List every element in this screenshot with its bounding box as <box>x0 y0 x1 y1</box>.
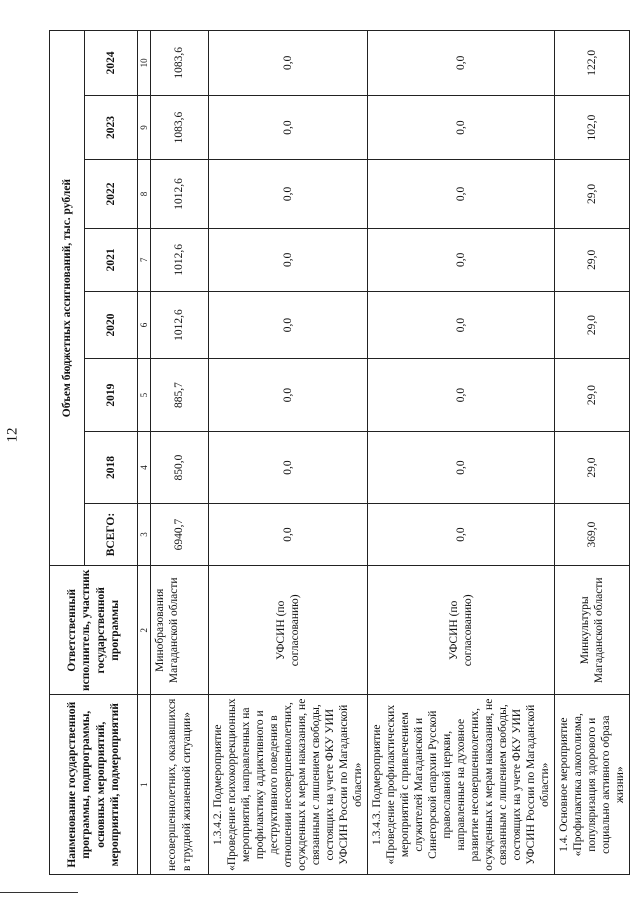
budget-table-wrapper <box>49 30 627 875</box>
header-year-2020: 2020 <box>85 292 138 359</box>
row-value-2024: 122,0 <box>555 31 630 96</box>
row-value-2022: 1012,6 <box>151 160 209 228</box>
column-number: 9 <box>138 95 151 160</box>
row-name: 1.4. Основное мероприятие «Профилактика алкоголизма, популяризация здорового и социально активного образа жизни» <box>555 695 630 875</box>
row-value-2019: 0,0 <box>368 359 555 432</box>
row-value-2018: 29,0 <box>555 432 630 504</box>
row-value-2020: 1012,6 <box>151 292 209 359</box>
row-total: 0,0 <box>368 503 555 565</box>
column-number: 6 <box>138 292 151 359</box>
row-value-2020: 29,0 <box>555 292 630 359</box>
header-year-2019: 2019 <box>85 359 138 432</box>
column-number: 1 <box>138 695 151 875</box>
row-name: несовершеннолетних, оказавшихся в трудной жизненной ситуации» <box>151 695 209 875</box>
row-responsible: УФСИН (по согласованию) <box>209 566 368 695</box>
row-value-2022: 0,0 <box>368 160 555 228</box>
row-name: 1.3.4.2. Подмероприятие «Проведение психокоррекционных мероприятий, направленных на профилактику аддиктивного и деструктивного поведения в отношении несовершеннолетних, осужденных к мерам наказания, не связанным с лишением свободы, состоящих на учете ФКУ УИИ УФСИН России по Магаданской области» <box>209 695 368 875</box>
row-value-2019: 885,7 <box>151 359 209 432</box>
header-year-2022: 2022 <box>85 160 138 228</box>
row-value-2021: 1012,6 <box>151 228 209 291</box>
row-value-2024: 1083,6 <box>151 31 209 96</box>
header-year-2024: 2024 <box>85 31 138 96</box>
footer-rule <box>0 892 78 893</box>
column-number: 4 <box>138 432 151 504</box>
row-value-2019: 29,0 <box>555 359 630 432</box>
page-number-text: 12 <box>4 427 21 443</box>
header-year-2021: 2021 <box>85 228 138 291</box>
row-value-2023: 102,0 <box>555 95 630 160</box>
column-number: 5 <box>138 359 151 432</box>
column-number-row <box>138 31 151 875</box>
column-number: 2 <box>138 566 151 695</box>
column-number: 7 <box>138 228 151 291</box>
header-year-2023: 2023 <box>85 95 138 160</box>
table-row <box>151 31 209 875</box>
table-row <box>209 31 368 875</box>
budget-table <box>49 30 630 875</box>
header-responsible: Ответственный исполнитель, участник государственной программы <box>50 566 138 695</box>
row-value-2024: 0,0 <box>209 31 368 96</box>
row-value-2020: 0,0 <box>209 292 368 359</box>
header-budget-group: Объем бюджетных ассигнований, тыс. рублей <box>50 31 85 566</box>
row-responsible: Минкультуры Магаданской области <box>555 566 630 695</box>
row-total: 0,0 <box>209 503 368 565</box>
column-number: 8 <box>138 160 151 228</box>
row-total: 6940,7 <box>151 503 209 565</box>
row-value-2022: 29,0 <box>555 160 630 228</box>
row-value-2021: 0,0 <box>209 228 368 291</box>
column-number: 10 <box>138 31 151 96</box>
row-value-2023: 1083,6 <box>151 95 209 160</box>
page-number <box>0 405 26 465</box>
row-value-2021: 29,0 <box>555 228 630 291</box>
column-number: 3 <box>138 503 151 565</box>
row-value-2024: 0,0 <box>368 31 555 96</box>
header-total: ВСЕГО: <box>85 503 138 565</box>
header-year-2018: 2018 <box>85 432 138 504</box>
row-name: 1.3.4.3. Подмероприятие «Проведение профилактических мероприятий с привлечением служителей Магаданской и Синегорской епархии Русской православной церкви, направленные на духовное развитие несовершеннолетних, осужденных к мерам наказания, не связанным с лишением свободы, состоящих на учете ФКУ УИИ УФСИН России по Магаданской области» <box>368 695 555 875</box>
table-row <box>368 31 555 875</box>
row-value-2018: 850,0 <box>151 432 209 504</box>
row-value-2023: 0,0 <box>368 95 555 160</box>
row-responsible: Минобразования Магаданской области <box>151 566 209 695</box>
row-value-2019: 0,0 <box>209 359 368 432</box>
row-value-2023: 0,0 <box>209 95 368 160</box>
row-value-2020: 0,0 <box>368 292 555 359</box>
row-responsible: УФСИН (по согласованию) <box>368 566 555 695</box>
row-value-2021: 0,0 <box>368 228 555 291</box>
row-value-2018: 0,0 <box>209 432 368 504</box>
header-name: Наименование государственной программы, подпрограммы, основных мероприятий, мероприятий, подмероприятий <box>50 695 138 875</box>
row-value-2018: 0,0 <box>368 432 555 504</box>
table-row <box>555 31 630 875</box>
row-value-2022: 0,0 <box>209 160 368 228</box>
row-total: 369,0 <box>555 503 630 565</box>
header-row-group <box>50 31 85 875</box>
